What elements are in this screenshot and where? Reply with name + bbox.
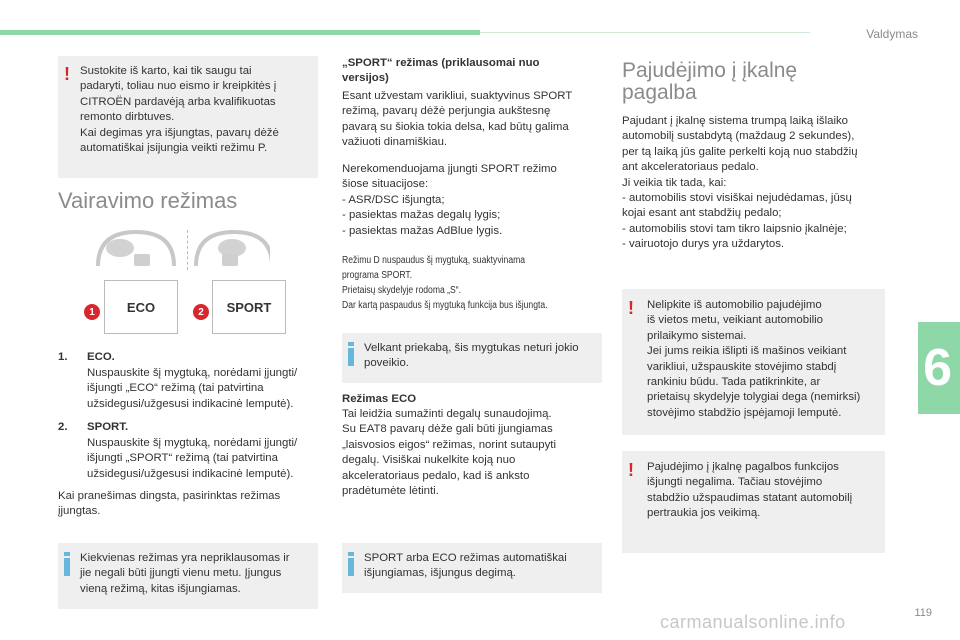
heading-hill-start: Pajudėjimo į įkalnę pagalba [622,59,798,104]
item-2-text: Nuspauskite šį mygtuką, norėdami įjungti/ išjungti „SPORT“ režimą (tai patvirtina užsidegusi/užgesusi indikacinė lemputė). [87,437,298,480]
heading-driving-mode: Vairavimo režimas [58,188,238,213]
eco-paragraph: Tai leidžia sumažinti degalų sunaudojimą. Su EAT8 pavarų dėže gali būti įjungiamas „laisvosios eigos“ režimas, norint sutaupyti degalų. Visiškai nukelkite koją nuo akceleratoriaus pedalo, kad iš anksto pradėtumėte lėtinti. [342,408,556,498]
section-title: Valdymas [866,27,918,41]
info-text-trailer: Velkant priekabą, šis mygtukas neturi jokio poveikio. [364,342,579,370]
item-1-text: Nuspauskite šį mygtuką, norėdami įjungti/ išjungti „ECO“ režimą (tai patvirtina užsidegusi/užgesusi indikacinė lemputė). [87,367,298,410]
info-icon [348,342,354,366]
hill-start-paragraph: Pajudant į įkalnę sistema trumpą laiką išlaiko automobilį sustabdytą (maždaug 2 sekundes), per tą laiką jūs galite perkelti koją nuo stabdžių ant akceleratoriaus pedalo. Ji veikia tik tada, kai: - automobilis stovi visiškai nejudėdamas, jūsų kojai esant ant stabdžių pedalo; - automobilis stovi tam tikro laipsnio įkalnėje; - vairuotojo durys yra uždarytos. [622,115,858,251]
eco-button-illustration: ECO [104,280,178,334]
warning-icon: ! [628,460,634,480]
sport-paragraph-3: Režimu D nuspaudus šį mygtuką, suaktyvinama programa SPORT. Prietaisų skydelyje rodoma „S“. Dar kartą paspaudus šį mygtuką funkcija bus išjungta. [342,255,548,311]
heading-sport-mode: „SPORT“ režimas (priklausomai nuo versijos) [342,57,540,85]
top-accent-line [480,32,810,33]
item-2-title: SPORT. [87,421,129,433]
steering-wheel-illustration [90,226,270,274]
heading-eco-mode: Režimas ECO [342,393,417,405]
info-icon [348,552,354,576]
sport-paragraph-2: Nerekomenduojama įjungti SPORT režimo šiose situacijose: - ASR/DSC išjungta; - pasiektas mažas degalų lygis; - pasiektas mažas AdBlue lygis. [342,163,557,237]
item-1-title: ECO. [87,351,115,363]
watermark: carmanualsonline.info [660,612,846,632]
item-1-number: 1. [58,351,68,363]
info-text-modes: Kiekvienas režimas yra nepriklausomas ir jie negali būti įjungti vienu metu. Įjungus vieną režimą, kitas išjungiamas. [80,552,290,595]
warning-text-stop: Sustokite iš karto, kai tik saugu tai padaryti, toliau nuo eismo ir kreipkitės į CITROËN pardavėją arba kvalifikuotas remonto dirbtuves. Kai degimas yra išjungtas, pavarų dėžė automatiškai įsijungia veikti režimu P. [80,65,279,155]
item-2-number: 2. [58,421,68,433]
page-number: 119 [914,607,932,619]
warning-icon: ! [628,298,634,318]
mode-enabled-text: Kai pranešimas dingsta, pasirinktas režimas įjungtas. [58,490,281,518]
sport-button-illustration: SPORT [212,280,286,334]
chapter-number: 6 [923,339,952,397]
callout-2: 2 [193,304,209,320]
top-accent-bar [0,30,480,35]
warning-icon: ! [64,64,70,84]
warning-text-hill-hold: Nelipkite iš automobilio pajudėjimo iš vietos metu, veikiant automobilio prilaikymo sistemai. Jei jums reikia išlipti iš mašinos veikiant varikliui, užspauskite stovėjimo stabdį rankiniu būdu. Tada patikrinkite, ar prietaisų skydelyje tolygiai dega (nemirksi) stovėjimo stabdžio įspėjamoji lemputė. [647,299,861,419]
callout-1: 1 [84,304,100,320]
warning-text-hill-off: Pajudėjimo į įkalnę pagalbos funkcijos išjungti negalima. Tačiau stovėjimo stabdžio užspaudimas statant automobilį pertraukia jos veikimą. [647,461,853,520]
info-icon [64,552,70,576]
sport-paragraph-1: Esant užvestam varikliui, suaktyvinus SPORT režimą, pavarų dėžė perjungia aukštesnę pavarą su šiokia tokia delsa, kad būtų galima važiuoti dinamiškiau. [342,90,573,149]
illustration-divider [187,230,188,270]
info-text-auto-off: SPORT arba ECO režimas automatiškai išjungiamas, išjungus degimą. [364,552,567,580]
